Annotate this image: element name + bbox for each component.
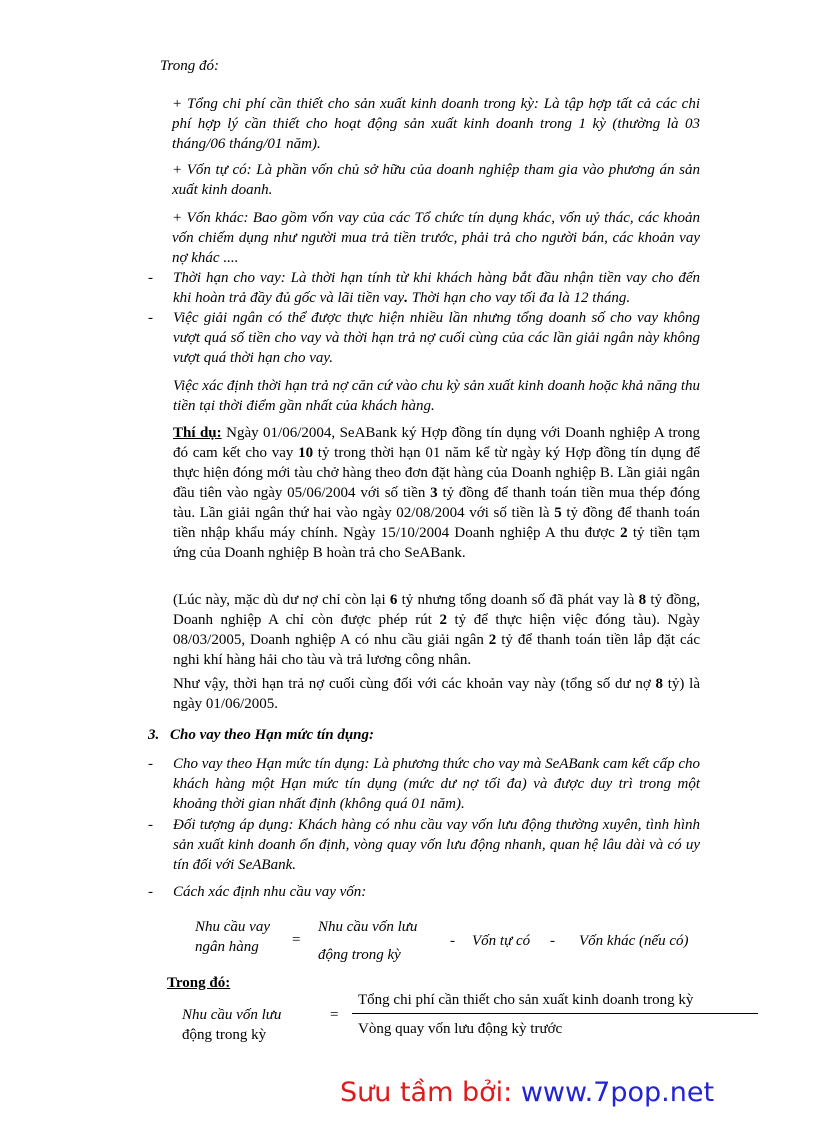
formula2-equals: = [330,1007,339,1023]
formula1-term1-line1: Nhu cầu vốn lưu [318,919,418,935]
formula2-numerator: Tổng chi phí cần thiết cho sản xuất kinh doanh trong kỳ [358,992,694,1008]
credit-limit-paragraph: Cho vay theo Hạn mức tín dụng: Là phương thức cho vay mà SeABank cam kết cấp cho khách hàng một Hạn mức tín dụng (mức dư nợ tối đa) và được duy trì trong một khoảng thời gian nhất định (không quá 01 năm). [173,756,700,812]
footer-credit [340,1077,714,1108]
loan-term-paragraph: Thời hạn cho vay: Là thời hạn tính từ khi khách hàng bắt đầu nhận tiền vay cho đến khi hoàn trả đầy đủ gốc và lãi tiền vay. Thời hạn cho vay tối đa là 12 tháng. [173,270,700,306]
formula1-term1-line2: động trong kỳ [318,947,401,963]
plus-item-own-capital: + Vốn tự có: Là phần vốn chủ sở hữu của doanh nghiệp tham gia vào phương án sản xuất kinh doanh. [172,162,700,198]
formula1-minus-1: - [450,933,455,949]
applicable-subjects-paragraph: Đối tượng áp dụng: Khách hàng có nhu cầu vay vốn lưu động thường xuyên, tình hình sản xuất kinh doanh ổn định, vòng quay vốn lưu động nhanh, quan hệ lâu dài và có uy tín đối với SeABank. [173,817,700,873]
formula1-term2: Vốn tự có [472,933,531,949]
loan-need-method-label: Cách xác định nhu cầu vay vốn: [173,884,367,900]
formula1-minus-2: - [550,933,555,949]
bullet-dash-2: - [148,310,153,326]
example-label: Thí dụ: [173,425,222,441]
footer-site-link[interactable]: www.7pop.net [520,1077,715,1108]
formula2-lhs-line1: Nhu cầu vốn lưu [182,1007,282,1023]
formula1-lhs-line2: ngân hàng [195,939,259,955]
section-3-number: 3. [148,727,160,743]
trong-do-label-2: Trong đó: [167,975,231,991]
bullet-dash-5: - [148,884,153,900]
bullet-dash-4: - [148,817,153,833]
disbursement-paragraph: Việc giải ngân có thể được thực hiện nhiều lần nhưng tổng doanh số cho vay không vượt quá số tiền cho vay và thời hạn trả nợ cuối cùng của các lần giải ngân này không vượt quá thời hạn cho vay. [173,310,700,366]
fraction-bar [352,1013,758,1014]
formula1-equals: = [292,932,301,948]
bullet-dash-3: - [148,756,153,772]
bullet-dash-1: - [148,270,153,286]
example-paragraph-2: (Lúc này, mặc dù dư nợ chỉ còn lại 6 tỷ nhưng tổng doanh số đã phát vay là 8 tỷ đồng, Doanh nghiệp A chỉ còn được phép rút 2 tỷ để thực hiện việc đóng tàu). Ngày 08/03/2005, Doanh nghiệp A có nhu cầu giải ngân 2 tỷ để thanh toán tiền lắp đặt các nghi khí hàng hải cho tàu và trả lương công nhân. [173,592,701,668]
example-paragraph-3: Như vậy, thời hạn trả nợ cuối cùng đối với các khoản vay này (tổng số dư nợ 8 tỷ) là ngày 01/06/2005. [173,676,700,712]
formula1-lhs-line1: Nhu cầu vay [195,919,270,935]
formula1-term3: Vốn khác (nếu có) [579,933,689,949]
repayment-determination-paragraph: Việc xác định thời hạn trả nợ căn cứ vào chu kỳ sản xuất kinh doanh hoặc khả năng thu tiền tại thời điểm gần nhất của khách hàng. [173,378,700,414]
example-paragraph-1: Thí dụ: Ngày 01/06/2004, SeABank ký Hợp đồng tín dụng với Doanh nghiệp A trong đó cam kết cho vay 10 tỷ trong thời hạn 01 năm kể từ ngày ký Hợp đồng tín dụng để thực hiện đóng mới tàu chở hàng theo đơn đặt hàng của Doanh nghiệp B. Lần giải ngân đầu tiên vào ngày 05/06/2004 với số tiền 3 tỷ đồng để thanh toán tiền mua thép đóng tàu. Lần giải ngân thứ hai vào ngày 02/08/2004 với số tiền là 5 tỷ đồng để thanh toán tiền nhập khẩu máy chính. Ngày 15/10/2004 Doanh nghiệp A thu được 2 tỷ tiền tạm ứng của Doanh nghiệp B hoàn trả cho SeABank. [173,425,701,561]
footer-label: Sưu tầm bởi: [340,1077,521,1108]
plus-item-other-capital: + Vốn khác: Bao gồm vốn vay của các Tổ chức tín dụng khác, vốn uỷ thác, các khoản vốn chiếm dụng như người mua trả tiền trước, phải trả cho người bán, các khoản vay nợ khác .... [172,210,700,266]
formula2-lhs-line2: động trong kỳ [182,1027,267,1043]
plus-item-total-cost: + Tổng chi phí cần thiết cho sản xuất kinh doanh trong kỳ: Là tập hợp tất cả các chi phí hợp lý cần thiết cho hoạt động sản xuất kinh doanh trong 1 kỳ (thường là 03 tháng/06 tháng/01 năm). [172,96,700,152]
section-3-title: Cho vay theo Hạn mức tín dụng: [170,727,375,743]
formula2-denominator: Vòng quay vốn lưu động kỳ trước [358,1021,563,1037]
intro-label: Trong đó: [160,58,220,74]
